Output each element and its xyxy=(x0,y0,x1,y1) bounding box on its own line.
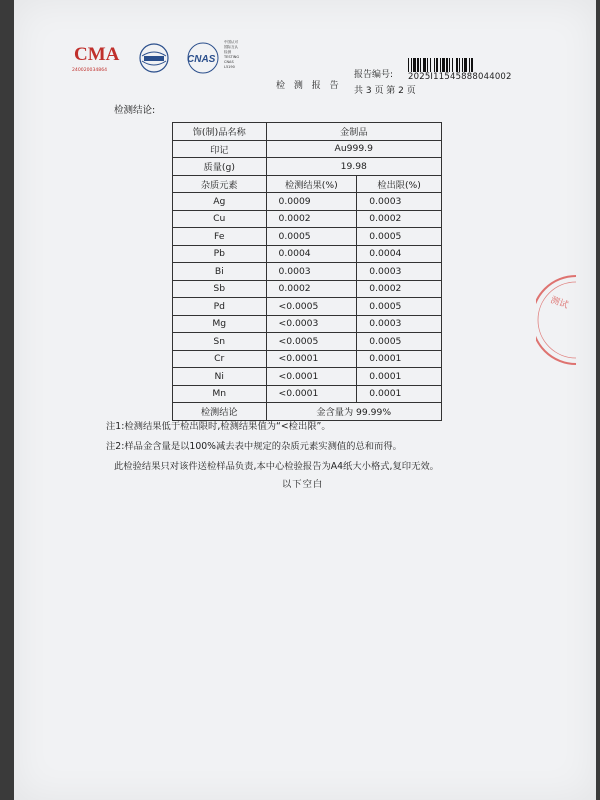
cnas-logo xyxy=(184,42,222,74)
limit-cell: 0.0001 xyxy=(357,368,442,386)
limit-cell: 0.0003 xyxy=(357,315,442,333)
element-cell: Cr xyxy=(173,350,267,368)
table-row xyxy=(173,280,442,298)
limit-cell: 0.0001 xyxy=(357,385,442,403)
table-row xyxy=(173,210,442,228)
conclusion-label: 检测结论 xyxy=(173,403,267,421)
limit-cell: 0.0005 xyxy=(357,228,442,246)
element-cell: Pb xyxy=(173,245,267,263)
table-row xyxy=(173,245,442,263)
table-row xyxy=(173,350,442,368)
column-header: 检出限(%) xyxy=(357,175,442,193)
product-name-value: 金制品 xyxy=(266,123,442,141)
result-cell: <0.0005 xyxy=(266,333,357,351)
conclusion-heading: 检测结论: xyxy=(114,105,156,116)
product-name-label: 饰(制)品名称 xyxy=(173,123,267,141)
table-row xyxy=(173,298,442,316)
cma-number: 240020034864 xyxy=(72,68,108,73)
cma-logo-text: CMA xyxy=(74,44,120,65)
mass-label: 质量(g) xyxy=(173,158,267,176)
element-cell: Cu xyxy=(173,210,267,228)
result-cell: 0.0005 xyxy=(266,228,357,246)
result-cell: 0.0004 xyxy=(266,245,357,263)
element-cell: Sn xyxy=(173,333,267,351)
table-row xyxy=(173,193,442,211)
column-header: 检测结果(%) xyxy=(266,175,357,193)
report-number: 2025I11545888044002 xyxy=(408,72,512,82)
conclusion-value: 金含量为 99.99% xyxy=(266,403,442,421)
element-cell: Ni xyxy=(173,368,267,386)
element-cell: Mg xyxy=(173,315,267,333)
table-row xyxy=(173,140,442,158)
svg-text:测试: 测试 xyxy=(548,295,570,311)
element-cell: Bi xyxy=(173,263,267,281)
report-title: 检 测 报 告 xyxy=(276,81,342,91)
table-row xyxy=(173,228,442,246)
cnas-logo-text: CNAS xyxy=(187,54,216,65)
limit-cell: 0.0003 xyxy=(357,193,442,211)
limit-cell: 0.0002 xyxy=(357,280,442,298)
result-cell: <0.0001 xyxy=(266,368,357,386)
ilac-mra-logo xyxy=(138,42,170,74)
report-page xyxy=(14,0,596,800)
mark-value: Au999.9 xyxy=(266,140,442,158)
blank-below-marker: 以下空白 xyxy=(282,479,324,490)
column-header: 杂质元素 xyxy=(173,175,267,193)
limit-cell: 0.0005 xyxy=(357,298,442,316)
result-cell: 0.0002 xyxy=(266,210,357,228)
report-number-label: 报告编号: xyxy=(354,70,394,80)
result-cell: <0.0005 xyxy=(266,298,357,316)
limit-cell: 0.0002 xyxy=(357,210,442,228)
element-cell: Sb xyxy=(173,280,267,298)
element-cell: Ag xyxy=(173,193,267,211)
result-cell: <0.0001 xyxy=(266,350,357,368)
test-results-table xyxy=(172,122,442,421)
table-row xyxy=(173,385,442,403)
cnas-caption: 中国认可 国际互认 检测 TESTING CNAS L5190 xyxy=(224,40,240,69)
official-stamp-icon xyxy=(536,272,576,368)
mark-label: 印记 xyxy=(173,140,267,158)
result-cell: 0.0003 xyxy=(266,263,357,281)
result-cell: 0.0002 xyxy=(266,280,357,298)
table-row xyxy=(173,315,442,333)
element-cell: Mn xyxy=(173,385,267,403)
limit-cell: 0.0001 xyxy=(357,350,442,368)
note-2: 注2:样品金含量是以100%减去表中规定的杂质元素实测值的总和而得。 xyxy=(106,441,402,452)
table-row xyxy=(173,158,442,176)
limit-cell: 0.0004 xyxy=(357,245,442,263)
mass-value: 19.98 xyxy=(266,158,442,176)
disclaimer-note: 此检验结果只对该件送检样品负责,本中心检验报告为A4纸大小格式,复印无效。 xyxy=(114,461,439,472)
limit-cell: 0.0005 xyxy=(357,333,442,351)
table-row xyxy=(173,263,442,281)
result-cell: <0.0003 xyxy=(266,315,357,333)
result-cell: <0.0001 xyxy=(266,385,357,403)
element-cell: Pd xyxy=(173,298,267,316)
element-cell: Fe xyxy=(173,228,267,246)
page-info: 共 3 页 第 2 页 xyxy=(354,86,416,96)
limit-cell: 0.0003 xyxy=(357,263,442,281)
note-1: 注1:检测结果低于检出限时,检测结果值为“<检出限”。 xyxy=(106,421,331,432)
barcode-icon xyxy=(408,58,510,72)
cma-logo xyxy=(72,40,122,74)
table-row xyxy=(173,333,442,351)
table-row xyxy=(173,123,442,141)
table-header-row xyxy=(173,175,442,193)
table-row xyxy=(173,368,442,386)
result-cell: 0.0009 xyxy=(266,193,357,211)
